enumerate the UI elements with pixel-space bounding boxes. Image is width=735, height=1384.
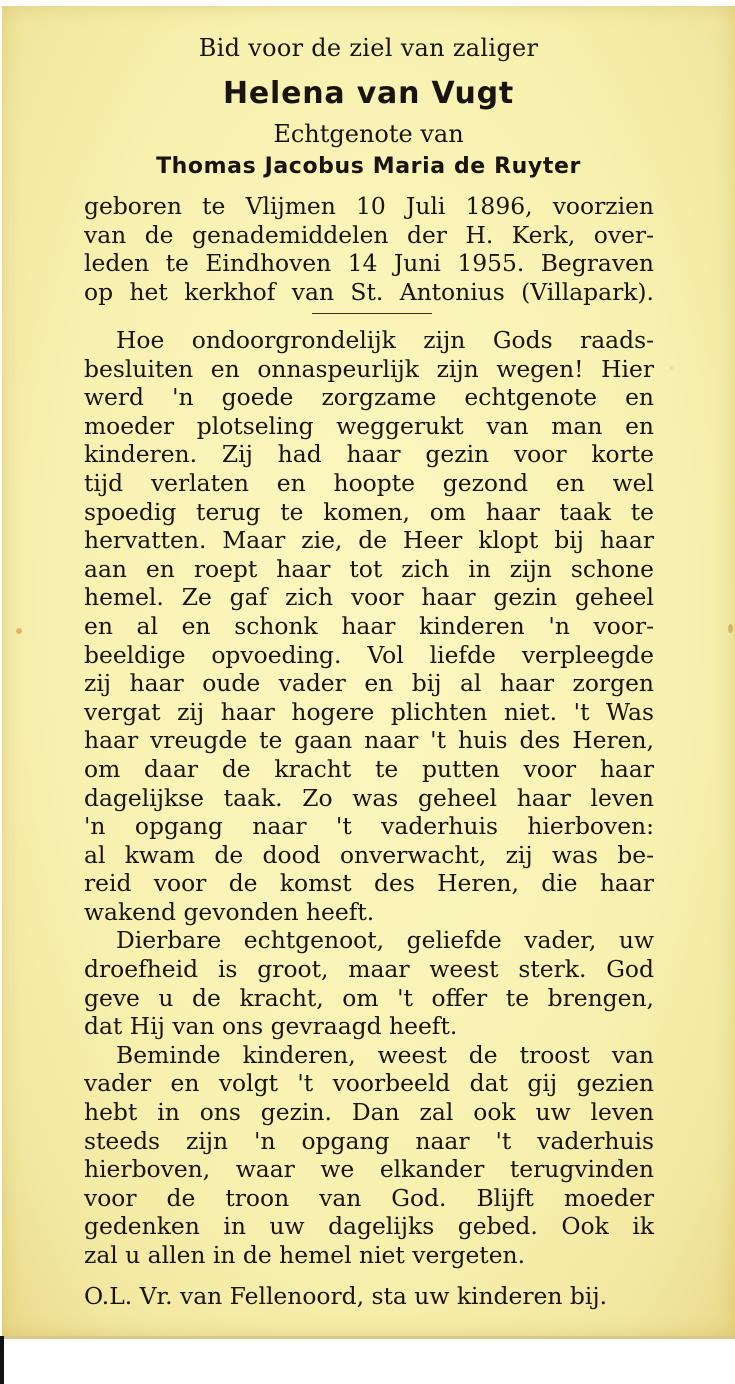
text-line: geve u de kracht, om 't offer te brengen,	[84, 983, 654, 1012]
memorial-card	[2, 6, 735, 1339]
text-line: spoedig terug te komen, om haar taak te	[84, 497, 654, 526]
divider-rule	[312, 313, 432, 314]
text-line: gedenken in uw dagelijks gebed. Ook ik	[84, 1212, 654, 1241]
spouse-label: Echtgenote van	[273, 120, 464, 148]
text-line: vader en volgt 't voorbeeld dat gij gezien	[84, 1069, 654, 1098]
text-line: en al en schonk haar kinderen 'n voor-	[84, 611, 654, 640]
text-line: hebt in ons gezin. Dan zal ook uw leven	[84, 1098, 654, 1127]
biography-line: van de genademiddelen der H. Kerk, over-	[84, 220, 654, 249]
text-line: zal u allen in de hemel niet vergeten.	[84, 1241, 526, 1269]
text-line: hemel. Ze gaf zich voor haar gezin geheel	[84, 583, 654, 612]
text-line: steeds zijn 'n opgang naar 't vaderhuis	[84, 1126, 654, 1155]
text-line: Dierbare echtgenoot, geliefde vader, uw	[116, 926, 654, 955]
text-line: wakend gevonden heeft.	[84, 897, 375, 926]
text-line: Hoe ondoorgrondelijk zijn Gods raads-	[116, 326, 654, 354]
deceased-name: Helena van Vugt	[222, 76, 515, 111]
text-line: al kwam de dood onverwacht, zij was be-	[84, 840, 654, 869]
text-line: dat Hij van ons gevraagd heeft.	[84, 1012, 458, 1041]
text-line: 'n opgang naar 't vaderhuis hierboven:	[84, 812, 654, 841]
biography-paragraph	[84, 192, 654, 306]
text-line: Beminde kinderen, weest de troost van	[116, 1040, 654, 1069]
stain-mark	[669, 366, 673, 370]
closing-invocation: O.L. Vr. van Fellenoord, sta uw kinderen bij.	[84, 1282, 608, 1310]
text-line: om daar de kracht te putten voor haar	[84, 754, 654, 783]
text-line: voor de troon van God. Blijft moeder	[84, 1183, 654, 1212]
stain-mark	[16, 628, 22, 634]
text-line: tijd verlaten en hoopte gezond en wel	[84, 468, 654, 497]
text-line: kinderen. Zij had haar gezin voor korte	[84, 440, 654, 469]
text-line: moeder plotseling weggerukt van man en	[84, 411, 654, 440]
memorial-text	[84, 326, 654, 1270]
spouse-name: Thomas Jacobus Maria de Ruyter	[156, 154, 581, 179]
text-line: vergat zij haar hogere plichten niet. 't Was	[84, 697, 654, 726]
text-line: besluiten en onnaspeurlijk zijn wegen! Hier	[84, 354, 654, 383]
text-line: zij haar oude vader en bij al haar zorgen	[84, 669, 654, 698]
biography-line: op het kerkhof van St. Antonius (Villapark).	[84, 277, 654, 306]
text-line: reid voor de komst des Heren, die haar	[84, 869, 654, 898]
scan-edge	[0, 1336, 4, 1384]
text-line: dagelijkse taak. Zo was geheel haar leven	[84, 783, 654, 812]
text-line: hervatten. Maar zie, de Heer klopt bij haar	[84, 526, 654, 555]
text-line: hierboven, waar we elkander terugvinden	[84, 1155, 654, 1184]
text-line: werd 'n goede zorgzame echtgenote en	[84, 383, 654, 412]
text-line: droefheid is groot, maar weest sterk. God	[84, 955, 654, 984]
text-line: haar vreugde te gaan naar 't huis des Heren,	[84, 726, 654, 755]
prayer-line: Bid voor de ziel van zaliger	[198, 34, 539, 62]
biography-line: geboren te Vlijmen 10 Juli 1896, voorzien	[84, 192, 654, 220]
stain-mark	[728, 624, 733, 633]
text-line: aan en roept haar tot zich in zijn schone	[84, 554, 654, 583]
text-line: beeldige opvoeding. Vol liefde verpleegde	[84, 640, 654, 669]
biography-line: leden te Eindhoven 14 Juni 1955. Begraven	[84, 249, 654, 278]
